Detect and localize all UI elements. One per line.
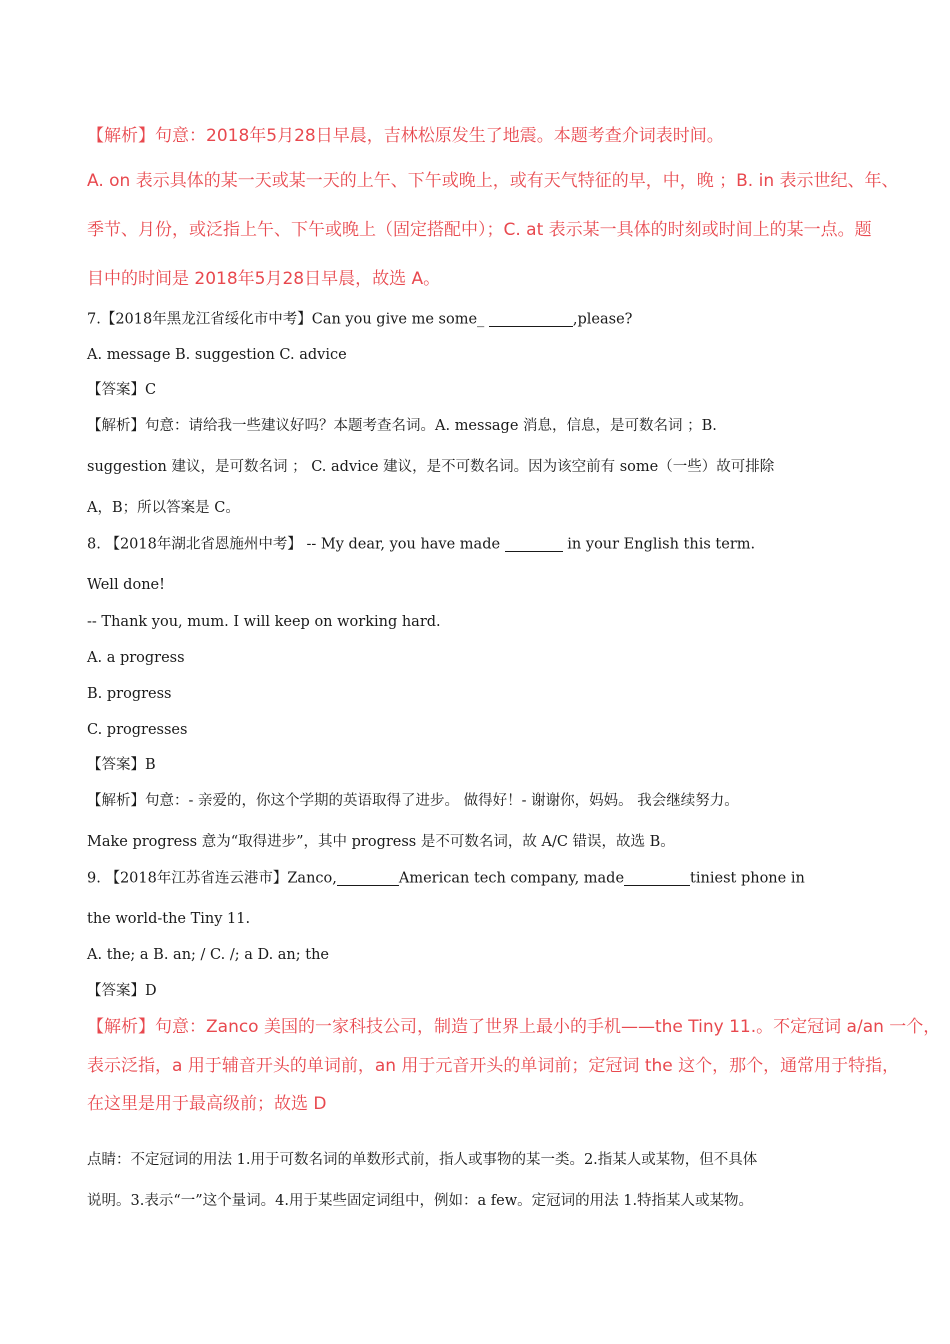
q7-explanation-line-3: A，B；所以答案是 C。 (87, 500, 240, 516)
q9-explanation-line-1: 【解析】句意：Zanco 美国的一家科技公司，制造了世界上最小的手机——the Tiny 11.。不定冠词 a/an 一个， (87, 1017, 941, 1037)
q6-explanation-line-1: 【解析】句意：2018年5月28日早晨，吉林松原发生了地震。本题考查介词表时间。 (87, 126, 724, 146)
q7-explanation-line-2: suggestion 建议，是可数名词 ； C. advice 建议，是不可数名词。因为该空前有 some（一些）故可排除 (87, 459, 775, 475)
q6-explanation-line-3: 季节、月份，或泛指上午、下午或晚上（固定搭配中）；C. at 表示某一具体的时刻或时间上的某一点。题 (87, 220, 872, 240)
q7-options: A. message B. suggestion C. advice (87, 347, 347, 363)
q8-explanation-line-2: Make progress 意为“取得进步”，其中 progress 是不可数名词，故 A/C 错误，故选 B。 (87, 834, 675, 850)
q8-stem (87, 536, 872, 554)
q8-explanation-line-1: 【解析】句意：- 亲爱的，你这个学期的英语取得了进步。 做得好！- 谢谢你，妈妈。 我会继续努力。 (87, 793, 739, 809)
q9-stem-middle: American tech company, made (398, 870, 625, 887)
q8-option-b: B. progress (87, 686, 172, 702)
q7-answer: 【答案】C (87, 382, 157, 398)
tip-line-2: 说明。3.表示“一”这个量词。4.用于某些固定词组中，例如：a few。定冠词的用法 1.特指某人或某物。 (87, 1193, 754, 1209)
q7-stem (87, 311, 872, 329)
q7-blank (489, 311, 573, 327)
q8-stem-suffix: in your English this term. (567, 536, 756, 553)
q8-blank (505, 536, 563, 552)
q9-answer: 【答案】D (87, 983, 157, 999)
q7-stem-prefix: 7.【2018年黑龙江省绥化市中考】Can you give me some_ (87, 311, 485, 328)
q9-blank-2 (624, 870, 690, 886)
q9-blank-1 (337, 870, 399, 886)
q8-answer: 【答案】B (87, 757, 156, 773)
q9-options: A. the; a B. an; / C. /; a D. an; the (87, 947, 330, 963)
q9-explanation-line-2: 表示泛指，a 用于辅音开头的单词前，an 用于元音开头的单词前；定冠词 the 这个，那个，通常用于特指， (87, 1056, 900, 1076)
q8-stem-prefix: 8. 【2018年湖北省恩施州中考】 -- My dear, you have made (87, 536, 501, 553)
q8-stem-line-3: -- Thank you, mum. I will keep on working hard. (87, 614, 441, 630)
tip-line-1: 点睛：不定冠词的用法 1.用于可数名词的单数形式前，指人或事物的某一类。2.指某人或某物，但不具体 (87, 1152, 758, 1168)
q7-stem-suffix: ,please? (572, 311, 633, 328)
q7-explanation-line-1: 【解析】句意：请给我一些建议好吗？本题考查名词。A. message 消息，信息，是可数名词 ；B. (87, 418, 717, 434)
q8-stem-line-2: Well done! (87, 577, 165, 593)
q9-explanation-line-3: 在这里是用于最高级前；故选 D (87, 1094, 327, 1114)
q9-stem-prefix: 9. 【2018年江苏省连云港市】Zanco, (87, 870, 337, 887)
q6-explanation-line-4: 目中的时间是 2018年5月28日早晨，故选 A。 (87, 269, 441, 289)
q9-stem-suffix: tiniest phone in (690, 870, 805, 887)
q8-option-a: A. a progress (87, 650, 185, 666)
q6-explanation-line-2: A. on 表示具体的某一天或某一天的上午、下午或晚上，或有天气特征的早，中，晚 ；B. in 表示世纪、年、 (87, 171, 899, 191)
q8-option-c: C. progresses (87, 722, 188, 738)
q9-stem-line-2: the world-the Tiny 11. (87, 911, 251, 927)
q9-stem (87, 870, 872, 888)
